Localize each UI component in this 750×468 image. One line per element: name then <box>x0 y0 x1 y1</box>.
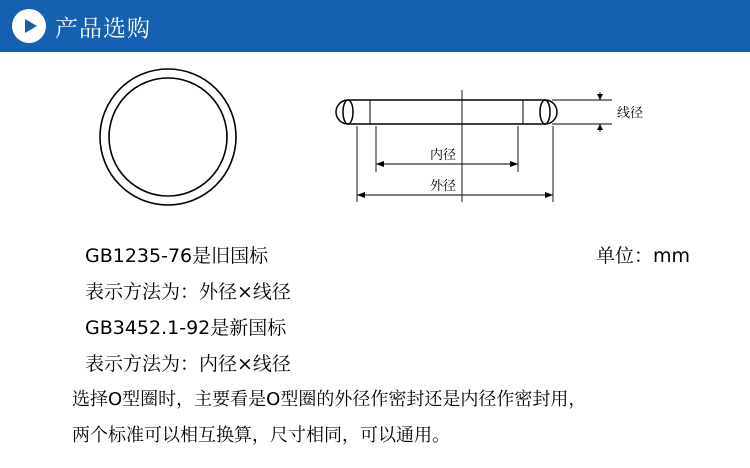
oring-diagram <box>0 52 750 232</box>
standard-new-label: GB3452.1-92是新国标 <box>85 317 287 339</box>
play-triangle <box>25 19 37 33</box>
description-text-block <box>0 238 750 454</box>
new-notation-label: 表示方法为：内径×线径 <box>85 353 291 375</box>
conversion-note-label: 两个标准可以相互换算，尺寸相同，可以通用。 <box>72 425 450 446</box>
text-line-4 <box>0 346 750 382</box>
old-notation-label: 表示方法为：外径×线径 <box>85 281 291 303</box>
label-cord-diameter: 线径 <box>617 106 644 121</box>
diagram-area <box>0 52 750 232</box>
text-line-2 <box>0 274 750 310</box>
label-inner-diameter: 内径 <box>430 148 457 163</box>
o-ring-side-view <box>336 100 557 124</box>
page-title: 产品选购 <box>55 15 151 42</box>
standard-old-label: GB1235-76是旧国标 <box>85 245 269 267</box>
text-line-6 <box>0 418 750 454</box>
cord-diameter-dimension <box>552 92 612 132</box>
header-bar <box>0 0 750 52</box>
text-line-1 <box>0 238 750 274</box>
play-icon <box>12 9 46 43</box>
text-line-3 <box>0 310 750 346</box>
o-ring-front-view <box>100 69 236 205</box>
label-outer-diameter: 外径 <box>430 179 457 194</box>
unit-label: 单位：mm <box>595 245 690 267</box>
text-line-5 <box>0 382 750 418</box>
selection-note-label: 选择O型圈时，主要看是O型圈的外径作密封还是内径作密封用， <box>72 389 587 410</box>
